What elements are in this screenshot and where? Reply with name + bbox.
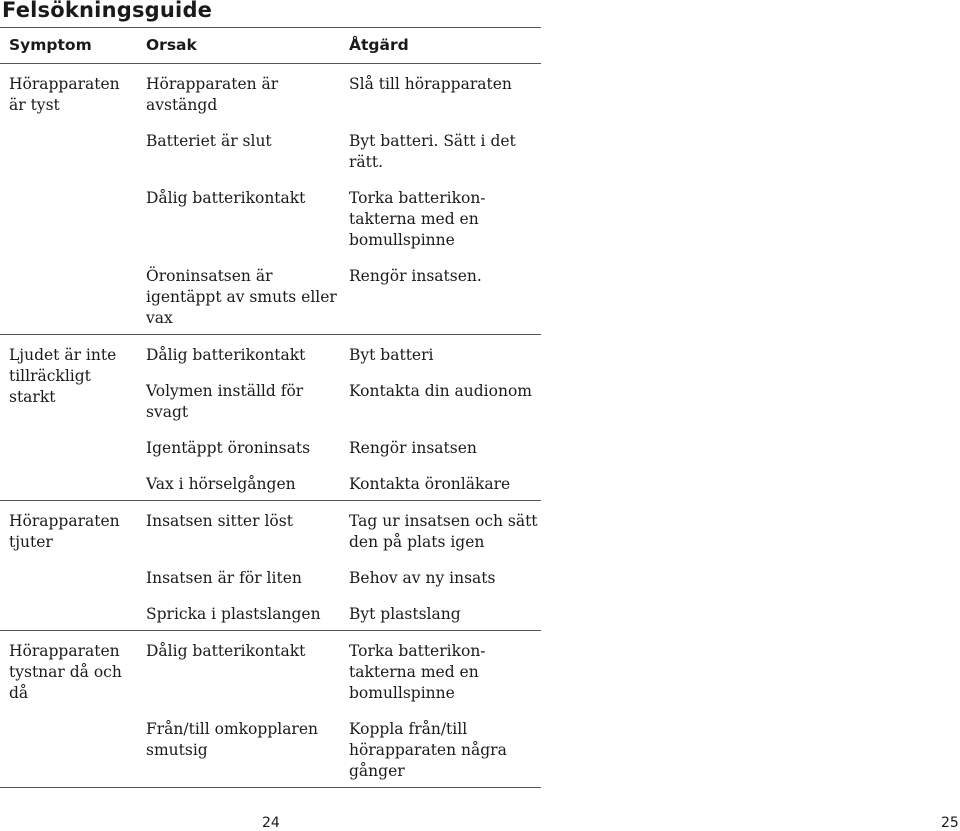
cause-cell: Insatsen är för liten: [146, 569, 302, 587]
table-row: [0, 631, 541, 710]
action-cell: Tag ur insatsen och sätt den på plats igen: [349, 512, 538, 551]
troubleshooting-table: [0, 27, 541, 788]
cause-cell: Batteriet är slut: [146, 132, 272, 150]
action-cell: Slå till hörapparaten: [349, 75, 512, 93]
page-title: Felsökningsguide: [2, 0, 213, 22]
action-cell: Torka batterikon- takterna med en bomullspinne: [349, 642, 486, 702]
symptom-cell: Hörapparaten tjuter: [0, 501, 137, 631]
cause-cell: Spricka i plastslangen: [137, 594, 340, 631]
cause-cell: Volymen inställd för svagt: [146, 382, 304, 421]
action-cell: Behov av ny insats: [349, 569, 496, 587]
cause-cell: Insatsen sitter löst: [146, 512, 293, 530]
cause-cell: Vax i hörselgången: [137, 464, 340, 501]
table-row: [0, 64, 541, 122]
header-action: Åtgärd: [340, 28, 541, 64]
page-number-right: 25: [941, 815, 959, 831]
action-cell: Torka batterikon- takterna med en bomullspinne: [349, 189, 486, 249]
symptom-cell: Ljudet är inte tillräckligt starkt: [0, 335, 137, 501]
action-cell: Kontakta din audionom: [349, 382, 532, 400]
table-row: [0, 501, 541, 559]
cause-cell: Från/till omkopplaren smutsig: [137, 709, 340, 788]
symptom-cell: Hörapparaten är tyst: [0, 64, 137, 335]
action-cell: Byt batteri. Sätt i det rätt.: [349, 132, 516, 171]
cause-cell: Dålig batterikontakt: [146, 346, 306, 364]
table-header-row: [0, 28, 541, 64]
page-number-left: 24: [262, 815, 280, 831]
action-cell: Rengör insatsen: [349, 439, 477, 457]
table-row: [0, 335, 541, 372]
action-cell: Byt plastslang: [340, 594, 541, 631]
cause-cell: Dålig batterikontakt: [146, 642, 306, 660]
header-symptom: Symptom: [0, 28, 137, 64]
action-cell: Byt batteri: [349, 346, 434, 364]
action-cell: Kontakta öronläkare: [340, 464, 541, 501]
cause-cell: Igentäppt öroninsats: [146, 439, 311, 457]
cause-cell: Öroninsatsen är igentäppt av smuts eller vax: [137, 256, 340, 335]
symptom-cell: Hörapparaten tystnar då och då: [0, 631, 137, 788]
header-cause: Orsak: [137, 28, 340, 64]
action-cell: Rengör insatsen.: [340, 256, 541, 335]
action-cell: Koppla från/till hörapparaten några gånger: [340, 709, 541, 788]
cause-cell: Dålig batterikontakt: [146, 189, 306, 207]
cause-cell: Hörapparaten är avstängd: [146, 75, 279, 114]
